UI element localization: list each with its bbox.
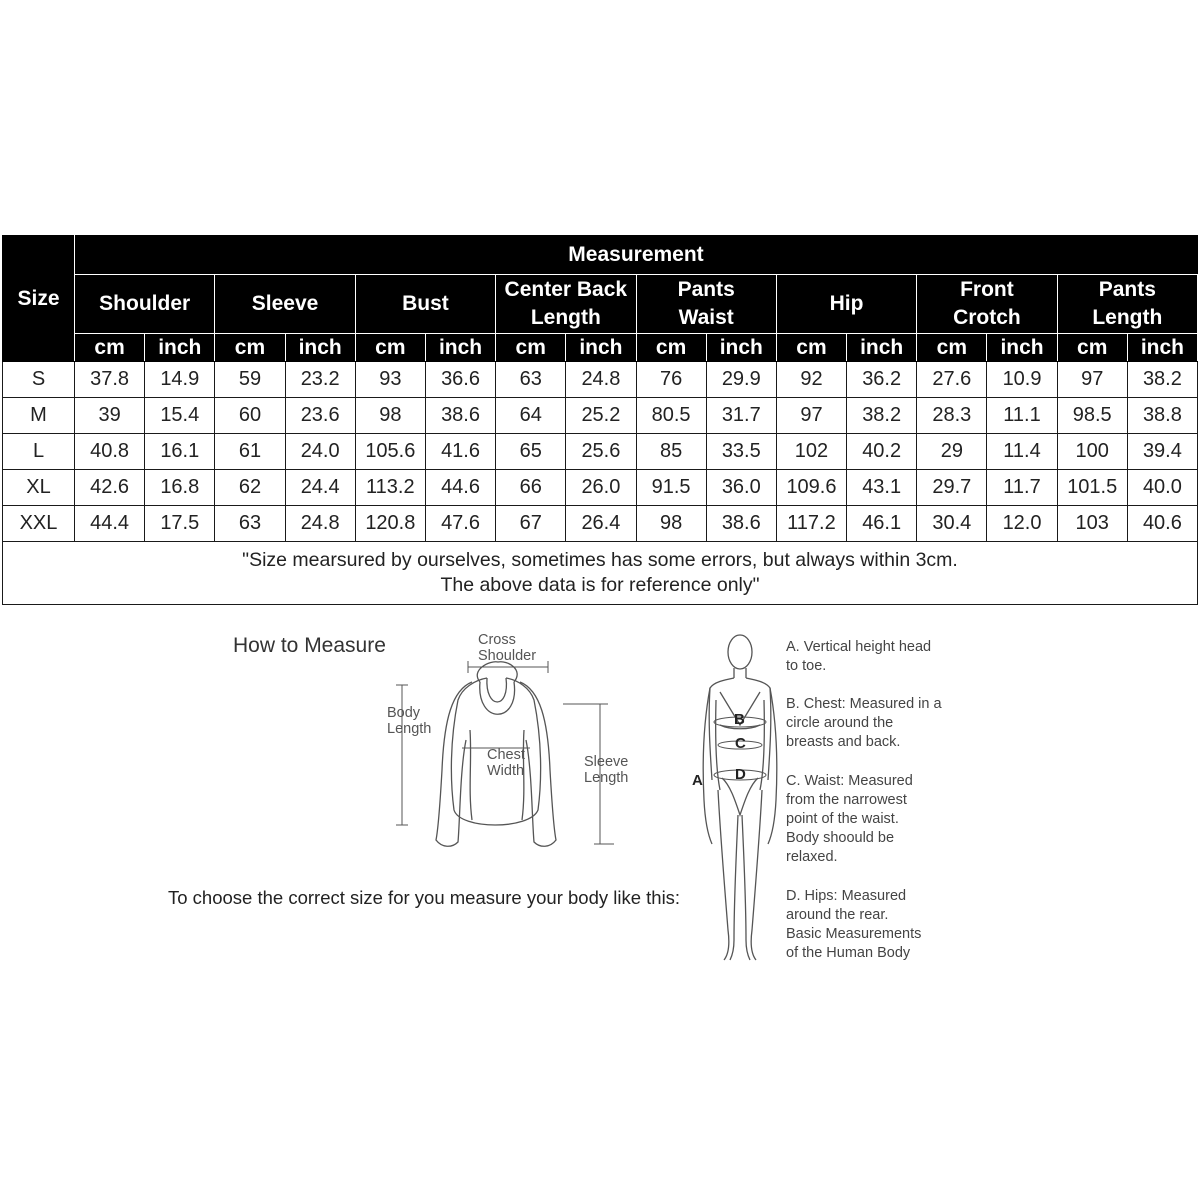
value-cell: 98 xyxy=(636,506,706,542)
unit-inch-header: inch xyxy=(566,334,636,362)
value-cell: 43.1 xyxy=(847,470,917,506)
size-cell: L xyxy=(3,434,75,470)
value-cell: 38.8 xyxy=(1127,398,1197,434)
value-cell: 103 xyxy=(1057,506,1127,542)
value-cell: 44.4 xyxy=(75,506,145,542)
value-cell: 65 xyxy=(496,434,566,470)
value-cell: 76 xyxy=(636,362,706,398)
value-cell: 85 xyxy=(636,434,706,470)
value-cell: 29 xyxy=(917,434,987,470)
measurement-group-header: Pants Length xyxy=(1057,275,1197,334)
value-cell: 23.2 xyxy=(285,362,355,398)
note-vertical-height: A. Vertical height head to toe. xyxy=(786,639,932,674)
value-cell: 101.5 xyxy=(1057,470,1127,506)
sweater-diagram xyxy=(380,630,650,860)
value-cell: 59 xyxy=(215,362,285,398)
value-cell: 14.9 xyxy=(145,362,215,398)
value-cell: 41.6 xyxy=(425,434,495,470)
value-cell: 36.6 xyxy=(425,362,495,398)
value-cell: 120.8 xyxy=(355,506,425,542)
value-cell: 97 xyxy=(1057,362,1127,398)
table-footnote: "Size mearsured by ourselves, sometimes has some errors, but always within 3cm. The above data is for reference only" xyxy=(3,542,1198,605)
value-cell: 62 xyxy=(215,470,285,506)
unit-cm-header: cm xyxy=(1057,334,1127,362)
unit-cm-header: cm xyxy=(917,334,987,362)
value-cell: 24.8 xyxy=(285,506,355,542)
value-cell: 100 xyxy=(1057,434,1127,470)
unit-inch-header: inch xyxy=(706,334,776,362)
value-cell: 40.8 xyxy=(75,434,145,470)
value-cell: 36.2 xyxy=(847,362,917,398)
value-cell: 24.0 xyxy=(285,434,355,470)
unit-inch-header: inch xyxy=(847,334,917,362)
size-cell: M xyxy=(3,398,75,434)
value-cell: 97 xyxy=(776,398,846,434)
value-cell: 40.6 xyxy=(1127,506,1197,542)
note-chest: B. Chest: Measured in a circle around the breasts and back. xyxy=(786,696,942,750)
value-cell: 28.3 xyxy=(917,398,987,434)
value-cell: 24.8 xyxy=(566,362,636,398)
value-cell: 37.8 xyxy=(75,362,145,398)
note-hips: D. Hips: Measured around the rear. Basic Measurements of the Human Body xyxy=(786,888,922,961)
value-cell: 38.2 xyxy=(847,398,917,434)
value-cell: 39.4 xyxy=(1127,434,1197,470)
measurement-header: Measurement xyxy=(75,236,1198,275)
value-cell: 15.4 xyxy=(145,398,215,434)
unit-inch-header: inch xyxy=(1127,334,1197,362)
unit-inch-header: inch xyxy=(987,334,1057,362)
value-cell: 92 xyxy=(776,362,846,398)
value-cell: 31.7 xyxy=(706,398,776,434)
value-cell: 67 xyxy=(496,506,566,542)
table-row xyxy=(3,506,1198,542)
how-to-measure-title: How to Measure xyxy=(233,634,386,657)
unit-cm-header: cm xyxy=(75,334,145,362)
value-cell: 117.2 xyxy=(776,506,846,542)
value-cell: 26.4 xyxy=(566,506,636,542)
value-cell: 30.4 xyxy=(917,506,987,542)
value-cell: 40.2 xyxy=(847,434,917,470)
value-cell: 10.9 xyxy=(987,362,1057,398)
measurement-group-header: Pants Waist xyxy=(636,275,776,334)
value-cell: 61 xyxy=(215,434,285,470)
unit-inch-header: inch xyxy=(425,334,495,362)
cross-shoulder-label: Cross Shoulder xyxy=(478,632,537,664)
value-cell: 24.4 xyxy=(285,470,355,506)
value-cell: 46.1 xyxy=(847,506,917,542)
value-cell: 38.6 xyxy=(706,506,776,542)
unit-cm-header: cm xyxy=(776,334,846,362)
measurement-group-header: Shoulder xyxy=(75,275,215,334)
value-cell: 64 xyxy=(496,398,566,434)
note-waist: C. Waist: Measured from the narrowest point of the waist. Body shoould be relaxed. xyxy=(786,773,913,865)
measurement-group-header: Bust xyxy=(355,275,495,334)
human-body-diagram xyxy=(690,630,790,970)
unit-inch-header: inch xyxy=(145,334,215,362)
value-cell: 98 xyxy=(355,398,425,434)
body-letter-b: B xyxy=(734,711,745,728)
value-cell: 66 xyxy=(496,470,566,506)
value-cell: 63 xyxy=(215,506,285,542)
measurement-group-header: Sleeve xyxy=(215,275,355,334)
value-cell: 93 xyxy=(355,362,425,398)
value-cell: 33.5 xyxy=(706,434,776,470)
value-cell: 12.0 xyxy=(987,506,1057,542)
measure-instruction: To choose the correct size for you measure your body like this: xyxy=(168,887,681,908)
value-cell: 63 xyxy=(496,362,566,398)
value-cell: 29.9 xyxy=(706,362,776,398)
value-cell: 102 xyxy=(776,434,846,470)
value-cell: 11.1 xyxy=(987,398,1057,434)
size-chart-table xyxy=(2,235,1198,605)
body-letter-a: A xyxy=(692,772,703,789)
value-cell: 40.0 xyxy=(1127,470,1197,506)
value-cell: 16.1 xyxy=(145,434,215,470)
value-cell: 38.6 xyxy=(425,398,495,434)
value-cell: 39 xyxy=(75,398,145,434)
unit-cm-header: cm xyxy=(215,334,285,362)
value-cell: 23.6 xyxy=(285,398,355,434)
size-column-header: Size xyxy=(3,236,75,362)
value-cell: 98.5 xyxy=(1057,398,1127,434)
value-cell: 60 xyxy=(215,398,285,434)
value-cell: 38.2 xyxy=(1127,362,1197,398)
value-cell: 17.5 xyxy=(145,506,215,542)
value-cell: 80.5 xyxy=(636,398,706,434)
table-row xyxy=(3,434,1198,470)
value-cell: 105.6 xyxy=(355,434,425,470)
table-row xyxy=(3,362,1198,398)
size-cell: XXL xyxy=(3,506,75,542)
value-cell: 44.6 xyxy=(425,470,495,506)
unit-cm-header: cm xyxy=(355,334,425,362)
size-cell: XL xyxy=(3,470,75,506)
body-length-label: Body Length xyxy=(387,705,432,737)
value-cell: 109.6 xyxy=(776,470,846,506)
unit-inch-header: inch xyxy=(285,334,355,362)
value-cell: 47.6 xyxy=(425,506,495,542)
value-cell: 29.7 xyxy=(917,470,987,506)
value-cell: 11.7 xyxy=(987,470,1057,506)
measurement-group-header: Center Back Length xyxy=(496,275,636,334)
body-letter-d: D xyxy=(735,766,746,783)
size-cell: S xyxy=(3,362,75,398)
unit-cm-header: cm xyxy=(636,334,706,362)
body-letter-c: C xyxy=(735,735,746,752)
value-cell: 27.6 xyxy=(917,362,987,398)
value-cell: 42.6 xyxy=(75,470,145,506)
table-row xyxy=(3,470,1198,506)
value-cell: 91.5 xyxy=(636,470,706,506)
table-row xyxy=(3,398,1198,434)
measurement-group-header: Front Crotch xyxy=(917,275,1057,334)
measurement-group-header: Hip xyxy=(776,275,916,334)
unit-cm-header: cm xyxy=(496,334,566,362)
value-cell: 113.2 xyxy=(355,470,425,506)
chest-width-label: Chest Width xyxy=(487,747,525,779)
value-cell: 25.6 xyxy=(566,434,636,470)
value-cell: 11.4 xyxy=(987,434,1057,470)
value-cell: 25.2 xyxy=(566,398,636,434)
value-cell: 26.0 xyxy=(566,470,636,506)
value-cell: 16.8 xyxy=(145,470,215,506)
value-cell: 36.0 xyxy=(706,470,776,506)
sleeve-length-label: Sleeve Length xyxy=(584,754,629,786)
